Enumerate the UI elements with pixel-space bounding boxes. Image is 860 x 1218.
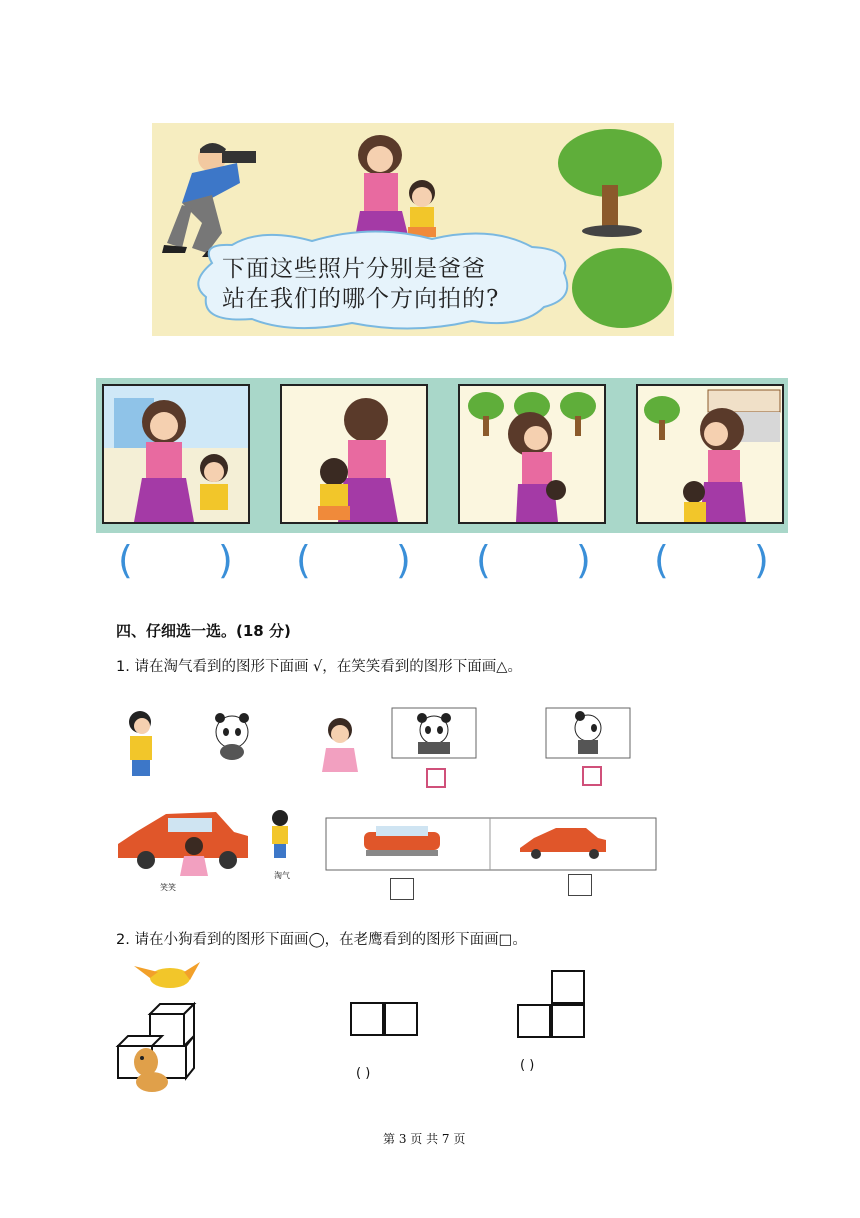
answer-paren-3-close: ) — [576, 538, 591, 582]
answer-paren-two-squares: ( ) — [356, 1066, 371, 1081]
answer-paren-3-open: ( — [476, 538, 491, 582]
photo-right-view — [636, 384, 784, 524]
car-figure — [118, 812, 248, 869]
square-right — [384, 1002, 418, 1036]
page-footer: 第 3 页 共 7 页 — [383, 1132, 466, 1146]
eagle-figure — [134, 962, 200, 988]
photo-left-view — [458, 384, 606, 524]
bubble-line-2: 站在我们的哪个方向拍的? — [222, 286, 500, 312]
taoqi-near-car-figure — [272, 810, 288, 858]
story-illustration — [152, 123, 674, 336]
section-heading: 四、仔细选一选。(18 分) — [116, 622, 291, 640]
figure-two-squares — [350, 1002, 422, 1040]
figure-three-squares — [517, 970, 589, 1042]
answer-box-car-side[interactable] — [568, 874, 592, 896]
square-top — [551, 970, 585, 1004]
answer-paren-1-open: ( — [118, 538, 133, 582]
girl-figure — [408, 180, 436, 237]
bubble-line-1: 下面这些照片分别是爸爸 — [222, 256, 486, 282]
square-bottom-left — [517, 1004, 551, 1038]
answer-box-car-front[interactable] — [390, 878, 414, 900]
answer-paren-1-close: ) — [218, 538, 233, 582]
photo-strip — [96, 378, 788, 533]
tree-bottom — [572, 248, 672, 328]
xiaoxiao-girl-figure — [322, 718, 358, 772]
photo-back-view — [280, 384, 428, 524]
square-bottom-right — [551, 1004, 585, 1038]
question-1: 1. 请在淘气看到的图形下面画 √，在笑笑看到的图形下面画△。 — [116, 659, 522, 675]
answer-box-panda-side[interactable] — [582, 766, 602, 786]
cube-arrangement — [114, 958, 214, 1098]
answer-box-panda-front[interactable] — [426, 768, 446, 788]
panda-front-view — [417, 713, 451, 754]
photo-front-view — [102, 384, 250, 524]
panda-figure — [215, 713, 249, 760]
eagle-dog-cubes — [114, 958, 214, 1098]
label-taoqi: 淘气 — [274, 871, 290, 880]
tree-top — [558, 129, 662, 237]
label-xiaoxiao: 笑笑 — [160, 883, 176, 892]
taoqi-boy-figure — [129, 711, 152, 776]
question-2: 2. 请在小狗看到的图形下面画◯，在老鹰看到的图形下面画□。 — [116, 932, 527, 948]
square-left — [350, 1002, 384, 1036]
answer-paren-2-open: ( — [296, 538, 311, 582]
q1-car-row — [116, 806, 661, 878]
answer-paren-4-open: ( — [654, 538, 669, 582]
q1-panda-row — [118, 702, 658, 794]
answer-paren-2-close: ) — [396, 538, 411, 582]
answer-paren-three-squares: ( ) — [520, 1058, 535, 1073]
answer-paren-4-close: ) — [754, 538, 769, 582]
